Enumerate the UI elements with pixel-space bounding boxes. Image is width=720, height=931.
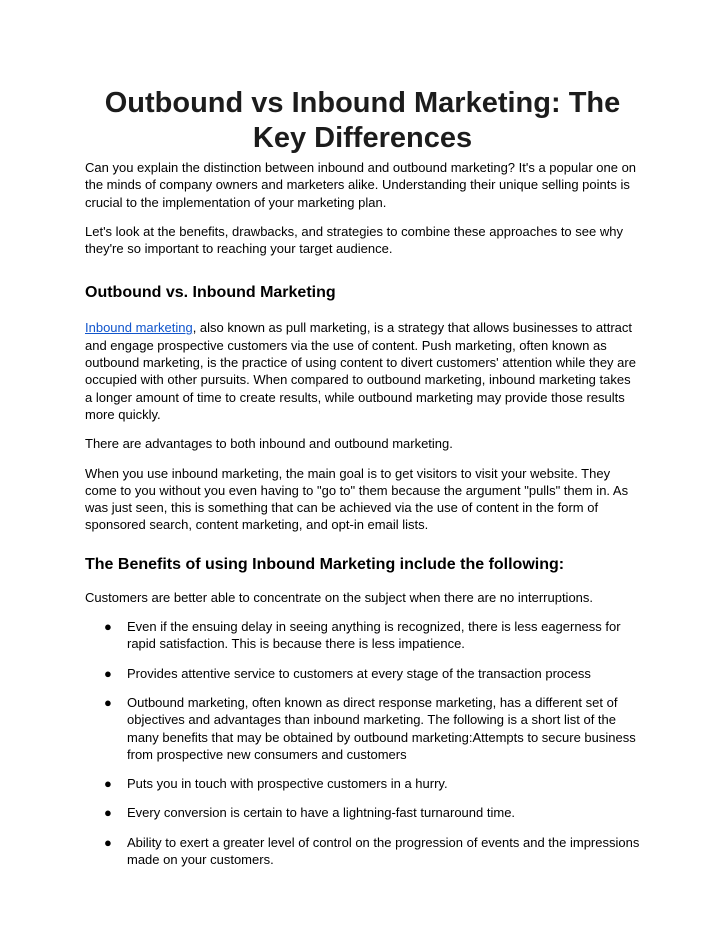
inbound-marketing-link[interactable]: Inbound marketing bbox=[85, 320, 193, 336]
list-item bbox=[85, 775, 640, 792]
bullet-icon: ● bbox=[104, 665, 112, 681]
bullet-icon: ● bbox=[104, 834, 112, 850]
bullet-icon: ● bbox=[104, 619, 112, 635]
bullet-icon: ● bbox=[104, 694, 112, 710]
list-item bbox=[85, 804, 640, 821]
page-title: Outbound vs Inbound Marketing: The Key Differences bbox=[104, 87, 621, 154]
section1-paragraph-1 bbox=[85, 319, 640, 423]
benefits-list bbox=[85, 618, 640, 868]
list-item bbox=[85, 694, 640, 763]
section-heading-outbound-vs-inbound: Outbound vs. Inbound Marketing bbox=[85, 284, 336, 302]
section-heading-benefits: The Benefits of using Inbound Marketing include the following: bbox=[85, 555, 565, 573]
bullet-icon: ● bbox=[104, 805, 112, 821]
bullet-icon: ● bbox=[104, 776, 112, 792]
section1-paragraph-1-text: , also known as pull marketing, is a strategy that allows businesses to attract and engage prospective customers via the use of content. Push marketing, often known as outbound marketing, is the practice of using content to divert customers' attention while they are occupied with other pursuits. When compared to outbound marketing, inbound marketing takes a longer amount of time to create results, while outbound marketing may provide those results more quickly. bbox=[85, 320, 636, 422]
list-item-text: Puts you in touch with prospective customers in a hurry. bbox=[127, 776, 448, 792]
list-item-text: Ability to exert a greater level of control on the progression of events and the impressions made on your customers. bbox=[127, 834, 640, 868]
list-item bbox=[85, 834, 640, 869]
list-item-text: Provides attentive service to customers at every stage of the transaction process bbox=[127, 665, 591, 681]
intro-paragraph-2: Let's look at the benefits, drawbacks, and strategies to combine these approaches to see why they're so important to reaching your target audience. bbox=[85, 223, 623, 257]
list-item bbox=[85, 618, 640, 653]
intro-paragraph-1: Can you explain the distinction between inbound and outbound marketing? It's a popular one on the minds of company owners and marketers alike. Understanding their unique selling points is crucial to the implementation of your marketing plan. bbox=[85, 160, 637, 210]
list-item bbox=[85, 665, 640, 682]
section1-paragraph-2: There are advantages to both inbound and outbound marketing. bbox=[85, 436, 453, 452]
section2-paragraph-1: Customers are better able to concentrate on the subject when there are no interruptions. bbox=[85, 589, 594, 605]
list-item-text: Outbound marketing, often known as direct response marketing, has a different set of objectives and advantages than inbound marketing. The following is a short list of the many benefits that may be obtained by outbound marketing:Attempts to secure business from prospective new consumers and customers bbox=[127, 694, 636, 762]
list-item-text: Every conversion is certain to have a lightning-fast turnaround time. bbox=[127, 805, 516, 821]
list-item-text: Even if the ensuing delay in seeing anything is recognized, there is less eagerness for rapid satisfaction. This is because there is less impatience. bbox=[127, 619, 621, 652]
section1-paragraph-3: When you use inbound marketing, the main goal is to get visitors to visit your website. They come to you without you even having to "go to" them because the argument "pulls" them in. As was just seen, this is something that can be achieved via the use of content in the form of sponsored search, content marketing, and opt-in email lists. bbox=[85, 465, 629, 533]
